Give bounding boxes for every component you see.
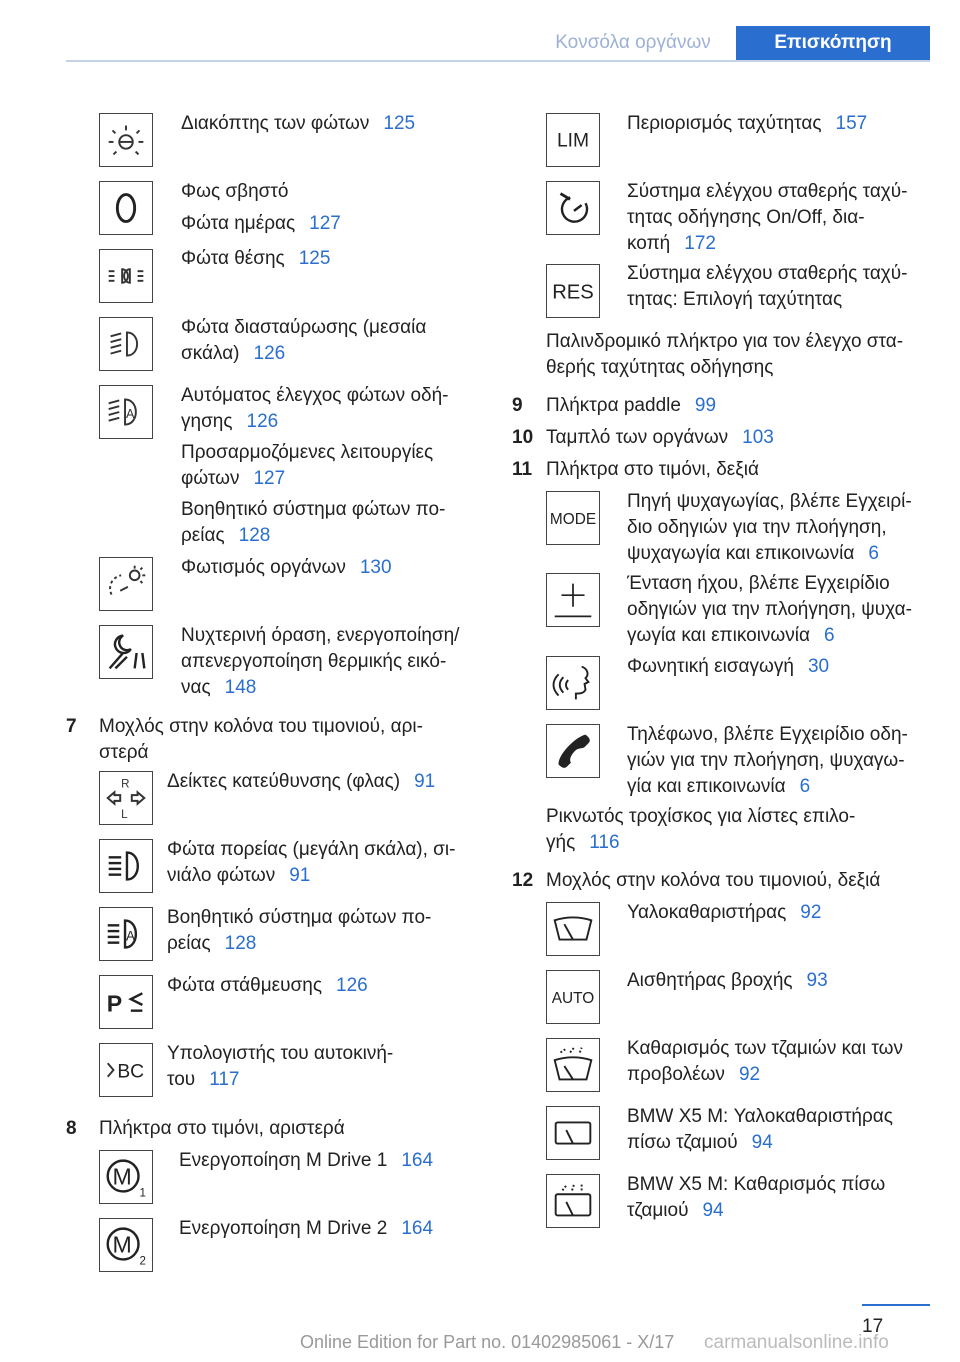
rear-washer-icon (546, 1174, 600, 1228)
washer-icon (546, 1038, 600, 1092)
entry-m-drive-2: Ενεργοποίηση M Drive 2 164 (179, 1218, 434, 1239)
watermark: carmanualsonline.info (704, 1332, 889, 1353)
wiper-icon (546, 902, 600, 956)
svg-text:BC: BC (117, 1061, 145, 1083)
entry-lights-off: Φως σβηστό (181, 181, 289, 202)
high-beam-icon (99, 839, 153, 893)
page-ref[interactable]: 6 (823, 625, 835, 646)
page-ref[interactable]: 103 (742, 427, 774, 448)
svg-text:M: M (112, 1231, 132, 1258)
item-11-title: Πλήκτρα στο τιμόνι, δεξιά (546, 459, 759, 480)
page-ref[interactable]: 92 (738, 1064, 761, 1085)
entry-voice-input: Φωνητική εισαγωγή 30 (627, 656, 830, 677)
item-7-title: Μοχλός στην κολόνα του τιμονιού, αρι- στερά (99, 716, 423, 763)
svg-text:P: P (106, 990, 123, 1017)
auto-lights-icon (99, 385, 153, 439)
item-8-title: Πλήκτρα στο τιμόνι, αριστερά (99, 1118, 345, 1139)
page-ref[interactable]: 6 (799, 776, 811, 797)
phone-icon (546, 724, 600, 778)
entry-night-vision: Νυχτερινή όραση, ενεργοποίηση/ απενεργοποίηση θερμικής εικό- νας 148 (181, 625, 460, 698)
lim-icon (546, 113, 600, 167)
svg-text:M: M (112, 1163, 132, 1190)
svg-text:AUTO: AUTO (551, 989, 595, 1007)
entry-speed-limiter: Περιορισμός ταχύτητας 157 (627, 113, 868, 134)
entry-auto-lights: Αυτόματος έλεγχος φώτων οδή- γησης 126 (181, 385, 449, 432)
cruise-control-icon (546, 181, 600, 235)
thumbwheel-note: Ρικνωτός τροχίσκος για λίστες επιλο- γής 116 (546, 806, 856, 853)
page-ref[interactable]: 126 (253, 343, 286, 364)
page-ref[interactable]: 172 (684, 233, 716, 254)
page-ref[interactable]: 116 (589, 832, 620, 853)
header-tab-overview[interactable]: Επισκόπηση (736, 26, 930, 62)
svg-text:R: R (121, 778, 130, 791)
page-ref[interactable]: 128 (224, 933, 257, 954)
page-ref[interactable]: 92 (800, 902, 822, 923)
svg-text:2: 2 (139, 1255, 146, 1268)
entry-volume: Ένταση ήχου, βλέπε Εγχειρίδιο οδηγιών για την πλοήγηση, ψυχα- γωγία και επικοινωνία 6 (627, 573, 912, 646)
page-ref[interactable]: 91 (289, 865, 311, 886)
header-divider (66, 60, 930, 62)
page-ref[interactable]: 93 (806, 970, 828, 991)
entry-wiper: Υαλοκαθαριστήρας 92 (627, 902, 822, 923)
svg-text:L: L (121, 809, 128, 822)
item-9-title: Πλήκτρα paddle 99 (546, 395, 717, 416)
footer-divider (862, 1304, 930, 1306)
svg-text:MODE: MODE (549, 510, 597, 528)
page-ref[interactable]: 127 (253, 468, 286, 489)
entry-rear-wiper: BMW X5 M: Υαλοκαθαριστήρας πίσω τζαμιού 94 (627, 1106, 893, 1153)
parking-position-lights-icon (99, 249, 153, 303)
volume-icon (546, 573, 600, 627)
page-ref[interactable]: 126 (246, 411, 279, 432)
page-ref[interactable]: 127 (309, 213, 341, 234)
entry-window-washer: Καθαρισμός των τζαμιών και των προβολέων 92 (627, 1038, 903, 1085)
online-edition-note: Online Edition for Part no. 01402985061 - X/17 (300, 1332, 675, 1352)
item-number-10: 10 (512, 427, 534, 448)
voice-input-icon (546, 656, 600, 710)
page-ref[interactable]: 6 (868, 543, 879, 564)
auto-rain-sensor-icon (546, 970, 600, 1024)
res-icon (546, 264, 600, 318)
page-number: 17 (862, 1316, 884, 1337)
page-ref[interactable]: 30 (807, 656, 830, 677)
page-ref[interactable]: 157 (835, 113, 868, 134)
onboard-computer-icon (99, 1043, 153, 1097)
instrument-lighting-icon (99, 557, 153, 611)
entry-low-beam: Φώτα διασταύρωσης (μεσαία σκάλα) 126 (181, 317, 427, 364)
item-number-12: 12 (512, 870, 534, 891)
entry-turn-signals: Δείκτες κατεύθυνσης (φλας) 91 (167, 771, 436, 792)
entry-entertainment-source: Πηγή ψυχαγωγίας, βλέπε Εγχειρί- διο οδηγιών για την πλοήγηση, ψυχαγωγία και επικοινωνία 6 (627, 491, 912, 564)
cruise-rocker-note: Παλινδρομικό πλήκτρο για τον έλεγχο στα- θερής ταχύτητας οδήγησης (546, 331, 904, 378)
item-number-11: 11 (512, 459, 533, 480)
m-drive-1-icon (99, 1150, 153, 1204)
entry-rear-washer: BMW X5 M: Καθαρισμός πίσω τζαμιού 94 (627, 1174, 886, 1221)
night-vision-icon (99, 625, 153, 679)
entry-daytime-lights: Φώτα ημέρας 127 (181, 213, 341, 234)
turn-signal-icon (99, 771, 153, 825)
entry-adaptive-light-functions: Προσαρμοζόμενες λειτουργίες φώτων 127 (181, 442, 434, 489)
item-10-title: Ταμπλό των οργάνων 103 (546, 427, 774, 448)
page-ref[interactable]: 164 (401, 1218, 434, 1239)
entry-parking-lights: Φώτα στάθμευσης 126 (167, 975, 368, 996)
entry-onboard-computer: Υπολογιστής του αυτοκινή- του 117 (167, 1043, 394, 1090)
page-ref[interactable]: 117 (209, 1069, 240, 1090)
entry-position-lights: Φώτα θέσης 125 (181, 248, 331, 269)
low-beam-icon (99, 317, 153, 371)
entry-high-beam-assistant-2: Βοηθητικό σύστημα φώτων πο- ρείας 128 (167, 907, 432, 954)
page-ref[interactable]: 128 (238, 525, 271, 546)
parking-lights-icon (99, 975, 153, 1029)
item-number-8: 8 (66, 1118, 77, 1139)
entry-cruise-resume: Σύστημα ελέγχου σταθερής ταχύ- τητας: Επιλογή ταχύτητας (627, 263, 908, 310)
page-ref[interactable]: 148 (224, 677, 257, 698)
item-number-7: 7 (66, 716, 77, 737)
svg-text:LIM: LIM (556, 130, 590, 152)
svg-text:RES: RES (552, 281, 594, 304)
page-ref[interactable]: 99 (694, 395, 717, 416)
entry-high-beam-assistant: Βοηθητικό σύστημα φώτων πο- ρείας 128 (181, 499, 446, 546)
svg-text:A: A (126, 406, 135, 421)
entry-light-switch: Διακόπτης των φώτων 125 (181, 113, 416, 134)
page-ref[interactable]: 130 (359, 557, 392, 578)
entry-rain-sensor: Αισθητήρας βροχής 93 (627, 970, 828, 991)
page-ref[interactable]: 125 (383, 113, 416, 134)
mode-icon (546, 491, 600, 545)
lights-off-icon (99, 181, 153, 235)
svg-text:1: 1 (139, 1187, 146, 1200)
entry-telephone: Τηλέφωνο, βλέπε Εγχειρίδιο οδη- γιών για την πλοήγηση, ψυχαγω- γία και επικοινωνία 6 (627, 724, 908, 797)
entry-high-beam: Φώτα πορείας (μεγάλη σκάλα), σι- νιάλο φώτων 91 (167, 839, 456, 886)
page-ref[interactable]: 94 (751, 1132, 773, 1153)
entry-m-drive-1: Ενεργοποίηση M Drive 1 164 (179, 1150, 434, 1171)
svg-text:A: A (126, 928, 135, 944)
rear-wiper-icon (546, 1106, 600, 1160)
page-ref[interactable]: 126 (336, 975, 368, 996)
item-number-9: 9 (512, 395, 523, 416)
page-ref[interactable]: 164 (401, 1150, 434, 1171)
page-ref[interactable]: 94 (702, 1200, 724, 1221)
header-tab-instrument-console[interactable]: Κονσόλα οργάνων (555, 32, 711, 53)
page-ref[interactable]: 125 (298, 248, 331, 269)
high-beam-assistant-icon (99, 907, 153, 961)
light-switch-icon (99, 113, 153, 167)
entry-cruise-control-onoff: Σύστημα ελέγχου σταθερής ταχύ- τητας οδήγησης On/Off, δια- κοπή 172 (627, 181, 908, 254)
entry-instrument-lighting: Φωτισμός οργάνων 130 (181, 557, 392, 578)
page-ref[interactable]: 91 (414, 771, 436, 792)
m-drive-2-icon (99, 1218, 153, 1272)
item-12-title: Μοχλός στην κολόνα του τιμονιού, δεξιά (546, 870, 881, 891)
